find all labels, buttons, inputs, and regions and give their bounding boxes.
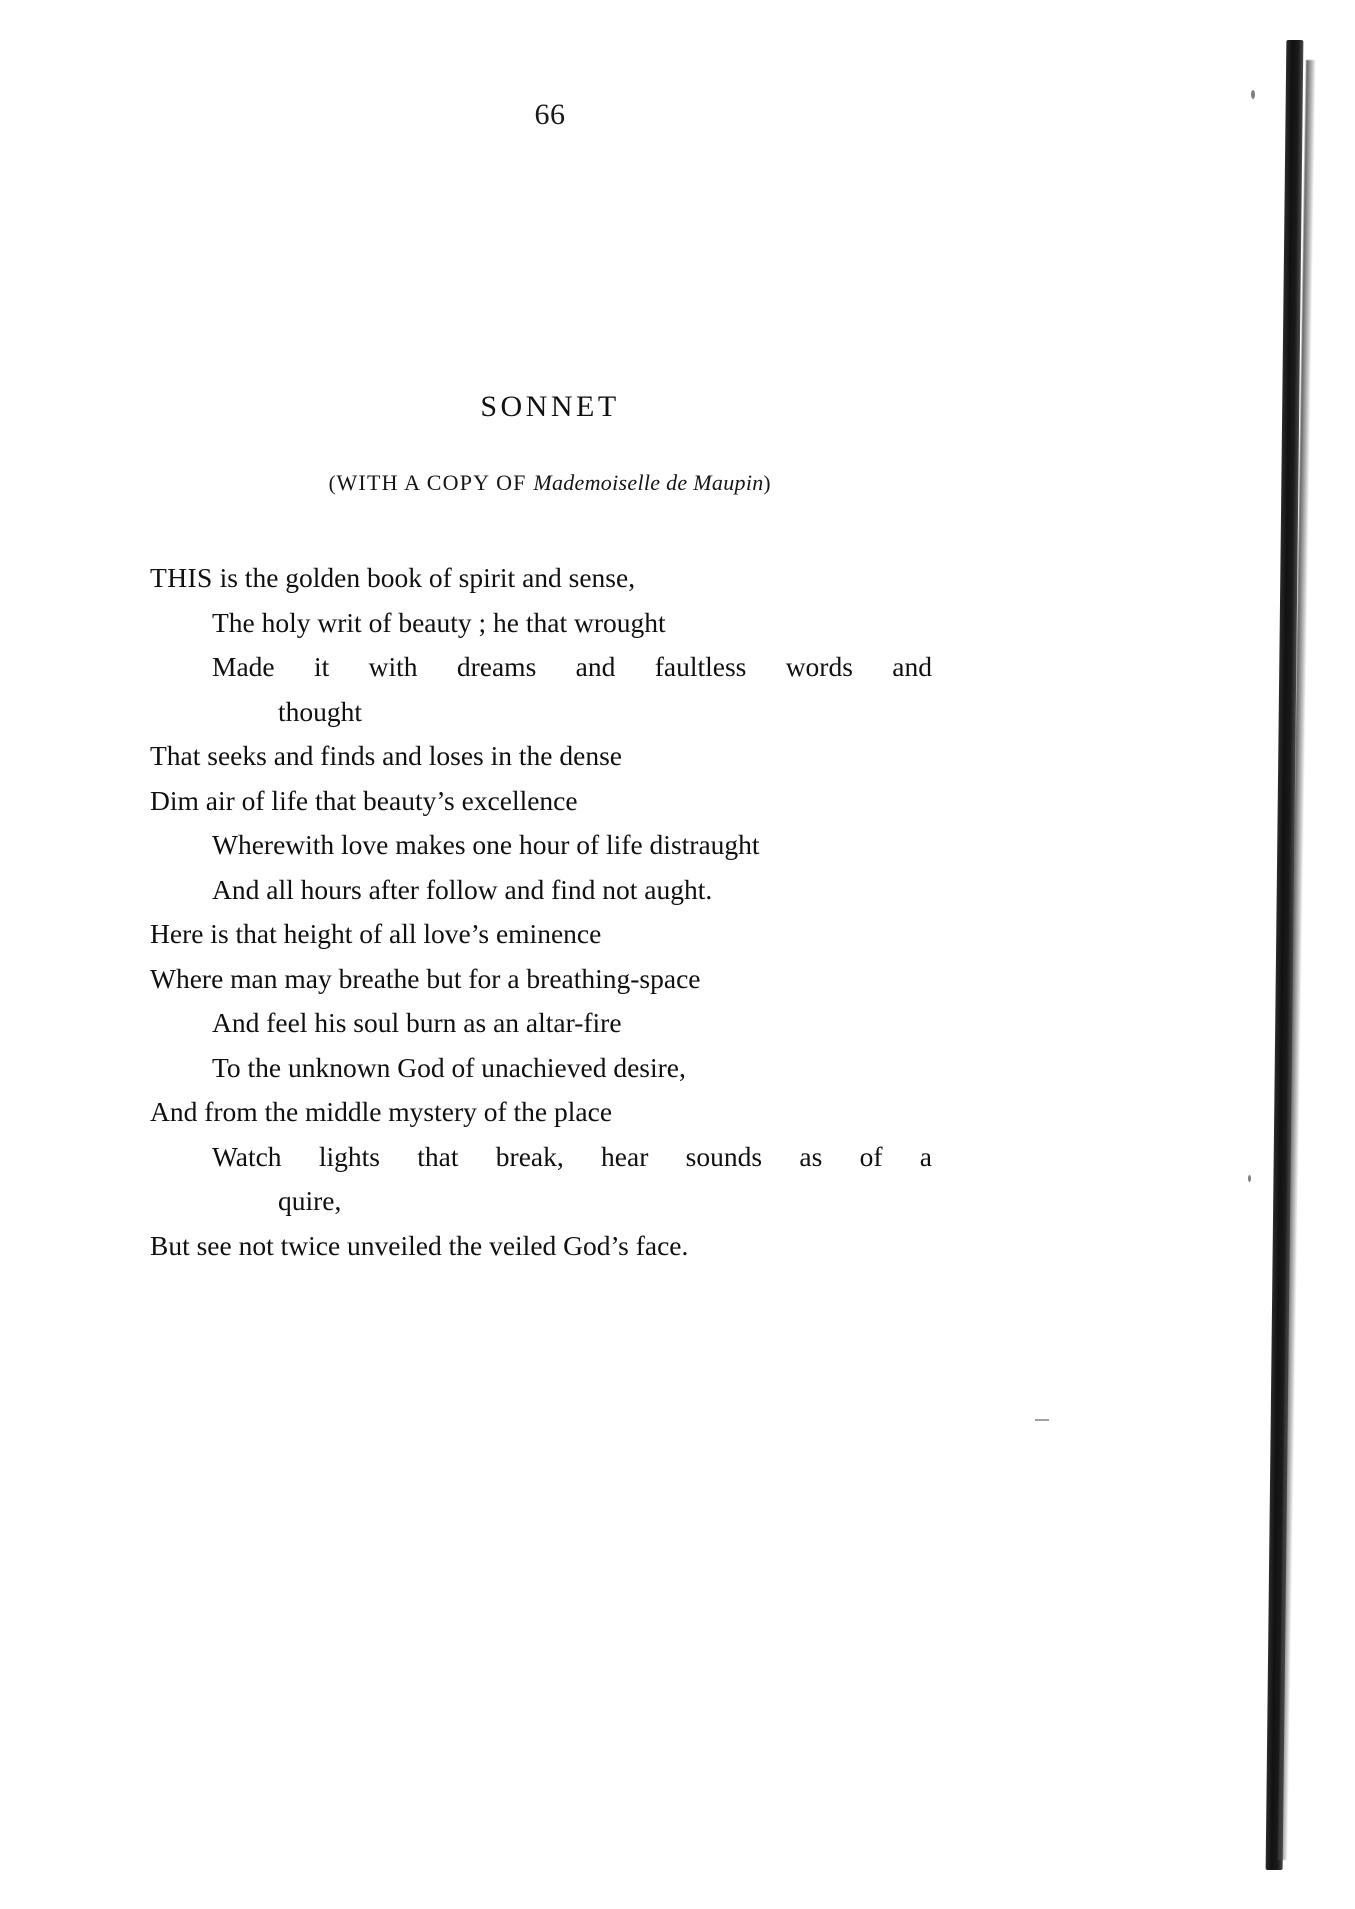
poem-line: Made it with dreams and faultless words and xyxy=(212,651,932,682)
binding-soft-bar xyxy=(1278,60,1315,1860)
poem-line: To the unknown God of unachieved desire, xyxy=(212,1051,686,1083)
book-binding-shadow xyxy=(1215,0,1355,1909)
page-number: 66 xyxy=(534,98,566,131)
poem-line: And from the middle mystery of the place xyxy=(150,1096,613,1127)
poem-line-smallcaps: THIS xyxy=(150,562,213,593)
poem-body xyxy=(150,556,940,1268)
page-title: SONNET xyxy=(480,390,620,423)
scan-speck xyxy=(1248,1175,1251,1182)
poem-line: The holy writ of beauty ; he that wrought xyxy=(212,606,666,638)
poem-line: thought xyxy=(278,695,363,727)
poem-line: And feel his soul burn as an altar-fire xyxy=(212,1007,622,1038)
scan-edge-mark xyxy=(1035,1419,1049,1421)
binding-dark-bar xyxy=(1266,40,1304,1870)
poem-subtitle xyxy=(0,470,1100,496)
subtitle-smallcaps-text: WITH A COPY OF xyxy=(336,470,534,495)
poem-line: Dim air of life that beauty’s excellence xyxy=(150,784,578,816)
poem-line: Watch lights that break, hear sounds as of a xyxy=(212,1140,932,1172)
poem-line: Wherewith love makes one hour of life distraught xyxy=(212,829,760,860)
poem-line: quire, xyxy=(278,1185,342,1216)
poem-line: And all hours after follow and find not aught. xyxy=(212,873,713,905)
subtitle-open-paren: ( xyxy=(328,471,337,495)
subtitle-close-paren: ) xyxy=(763,471,772,495)
poem-line: Here is that height of all love’s eminence xyxy=(150,918,602,949)
poem-line: That seeks and finds and loses in the dense xyxy=(150,740,622,771)
scan-speck xyxy=(1251,90,1255,99)
poem-line: But see not twice unveiled the veiled God’s face. xyxy=(150,1229,689,1261)
poem-line: THIS is the golden book of spirit and sense, xyxy=(150,562,636,593)
subtitle-italic-title: Mademoiselle de Maupin xyxy=(533,470,764,495)
poem-line: Where man may breathe but for a breathing-space xyxy=(150,962,701,994)
